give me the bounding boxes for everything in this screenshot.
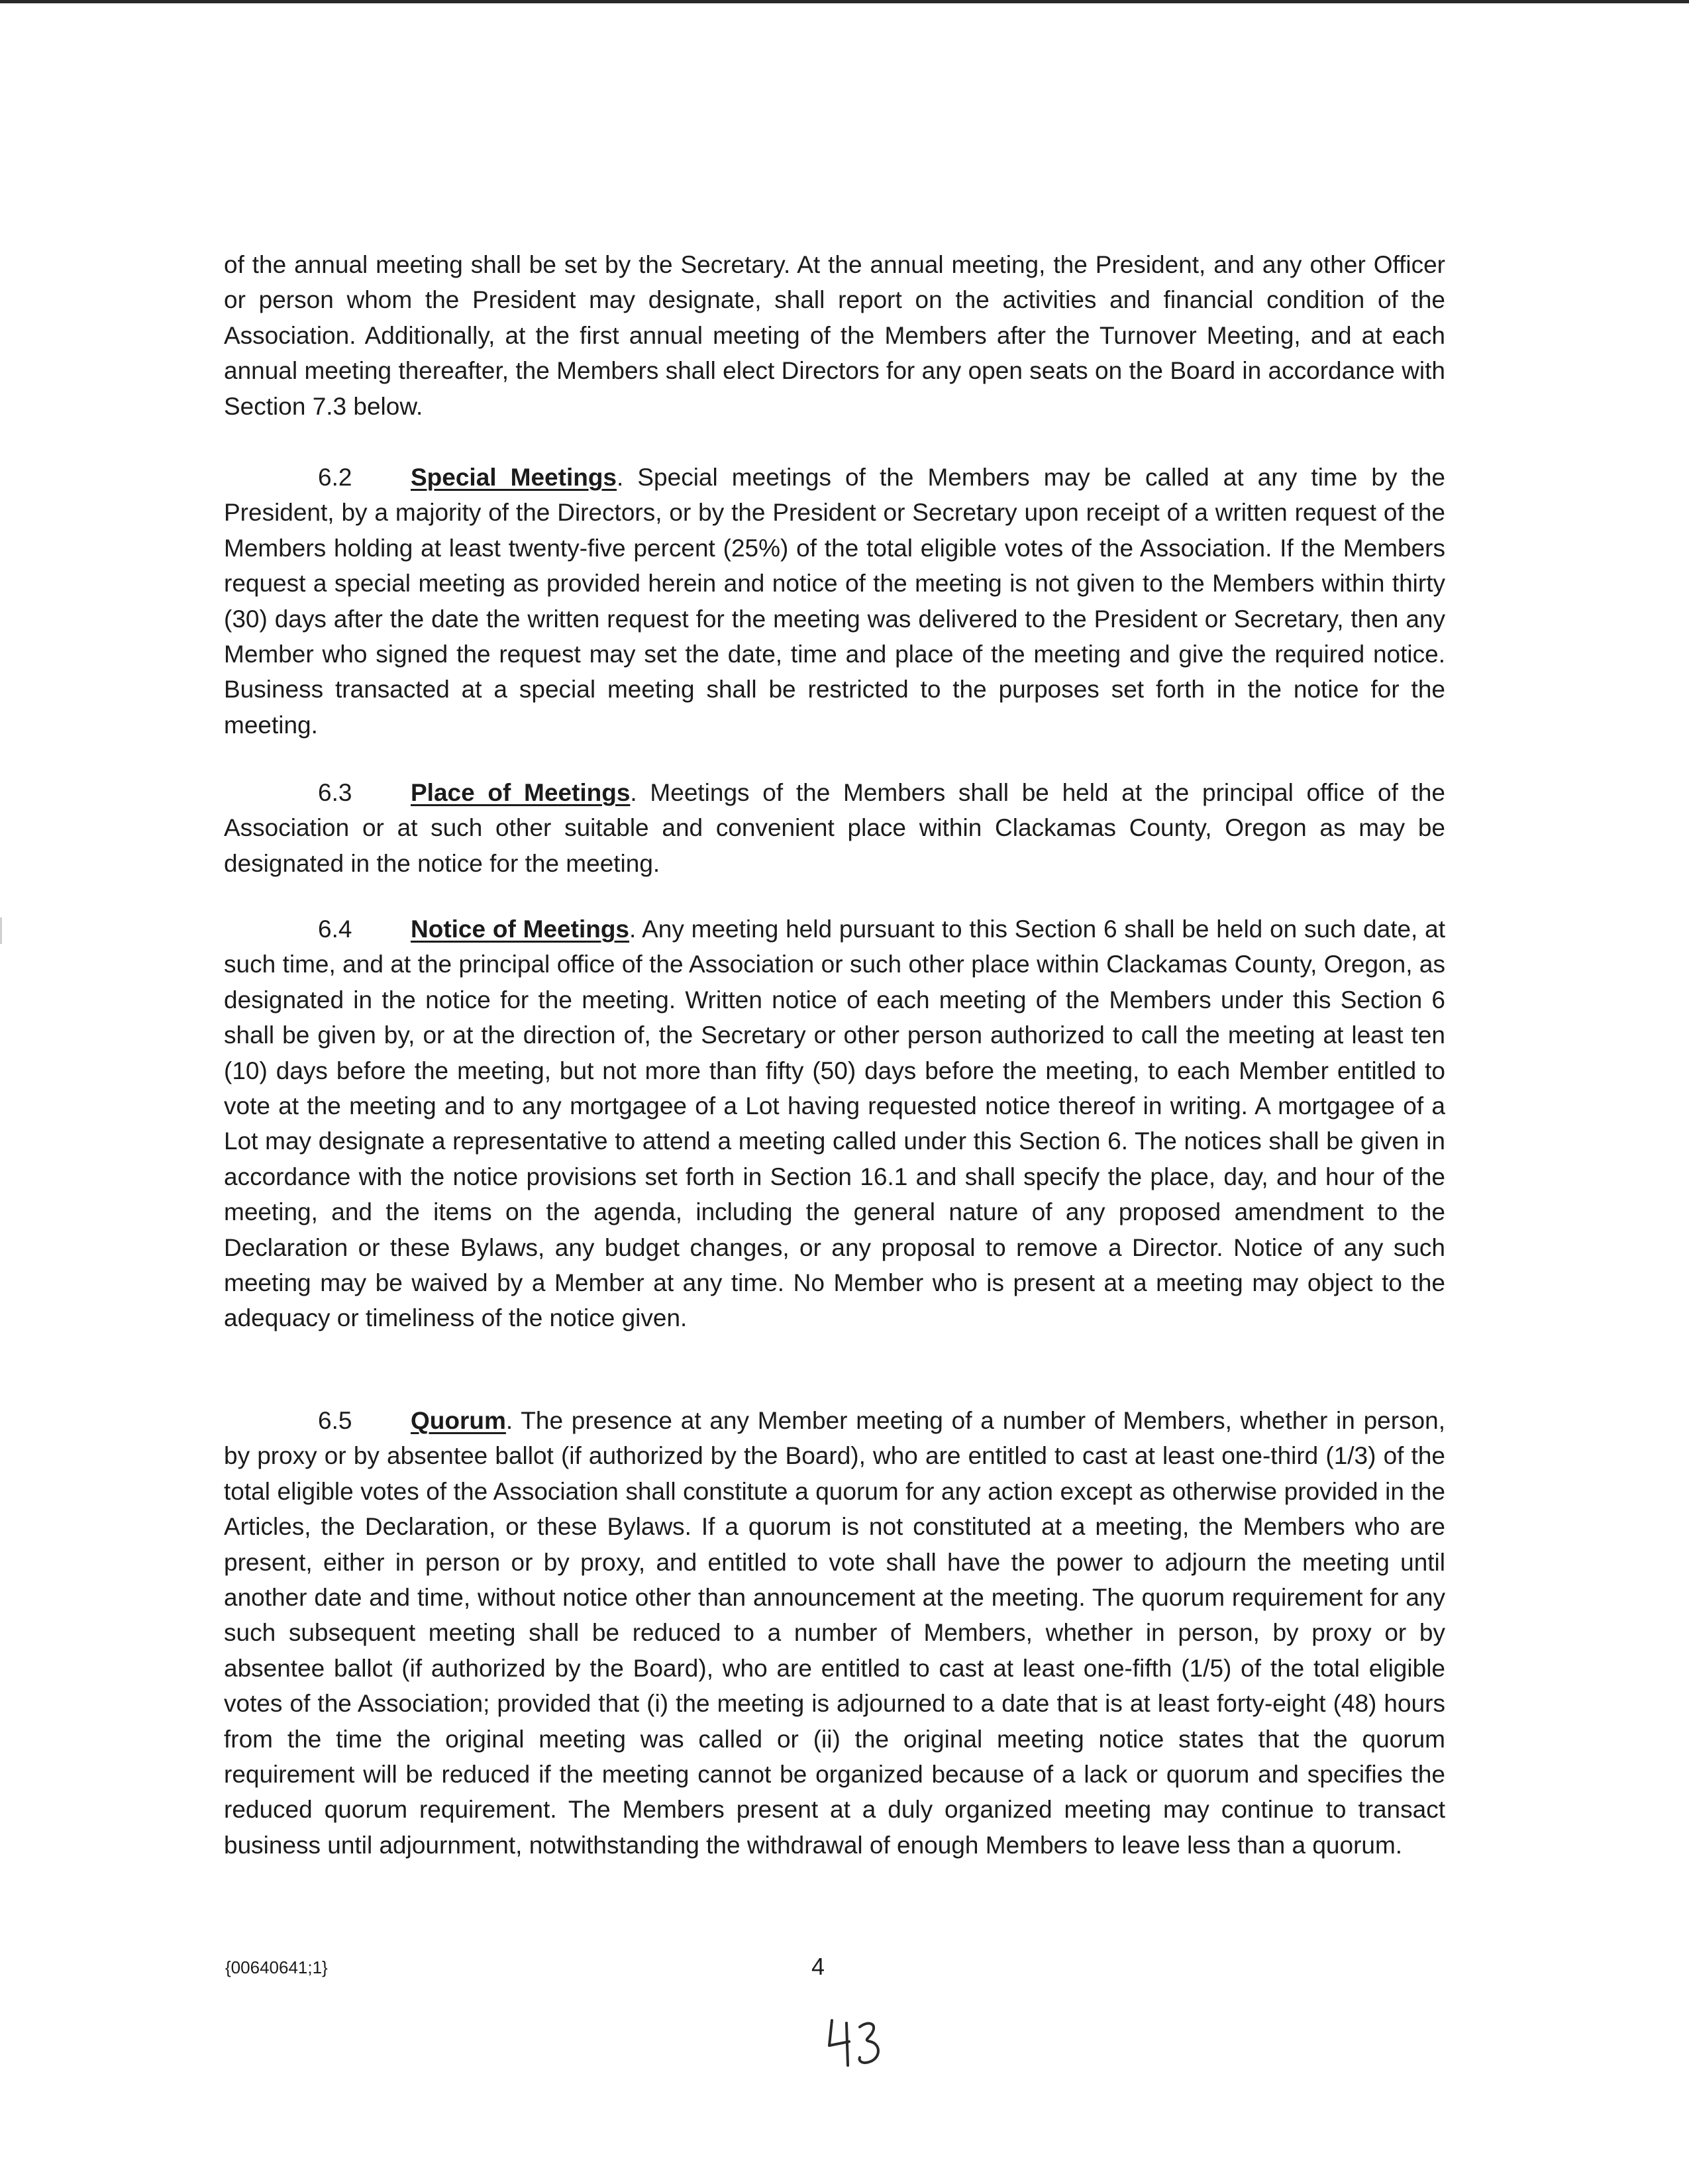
page-number: 4 <box>811 1953 825 1980</box>
section-body: . Any meeting held pursuant to this Section 6 shall be held on such date, at such time, and at the principal office of the Association or such other place within Clackamas County, Oregon, as designated in the notice for the meeting. Written notice of each meeting of the Members under this Section 6 shall be given by, or at the direction of, the Secretary or other person authorized to call the meeting at least ten (10) days before the meeting, but not more than fifty (50) days before the meeting, to each Member entitled to vote at the meeting and to any mortgagee of a Lot having requested notice thereof in writing. A mortgagee of a Lot may designate a representative to attend a meeting called under this Section 6. The notices shall be given in accordance with the notice provisions set forth in Section 16.1 and shall specify the place, day, and hour of the meeting, and the items on the agenda, including the general nature of any proposed amendment to the Declaration or these Bylaws, any budget changes, or any proposal to remove a Director. Notice of any such meeting may be waived by a Member at any time. No Member who is present at a meeting may object to the adequacy or timeliness of the notice given. <box>224 915 1446 1332</box>
section-paragraph <box>224 775 1445 881</box>
section-paragraph <box>224 911 1445 1336</box>
section-number: 6.5 <box>318 1407 352 1434</box>
section-title: Notice of Meetings <box>411 915 630 943</box>
section-6-5 <box>224 1403 1445 1863</box>
section-6-4 <box>224 911 1445 1336</box>
section-paragraph <box>224 1403 1445 1863</box>
page-top-border <box>0 0 1689 3</box>
section-6-2 <box>224 460 1445 743</box>
section-6-3 <box>224 775 1445 881</box>
handwritten-page-number <box>824 2014 890 2073</box>
section-paragraph <box>224 460 1445 743</box>
document-id: {00640641;1} <box>225 1957 328 1977</box>
section-body: . The presence at any Member meeting of a number of Members, whether in person, by proxy or by absentee ballot (if authorized by the Board), who are entitled to cast at least one-third (1/3) of the total eligible votes of the Association shall constitute a quorum for any action except as otherwise provided in the Articles, the Declaration, or these Bylaws. If a quorum is not constituted at a meeting, the Members who are present, either in person or by proxy, and entitled to vote shall have the power to adjourn the meeting until another date and time, without notice other than announcement at the meeting. The quorum requirement for any such subsequent meeting shall be reduced to a number of Members, whether in person, by proxy or by absentee ballot (if authorized by the Board), who are entitled to cast at least one-fifth (1/5) of the total eligible votes of the Association; provided that (i) the meeting is adjourned to a date that is at least forty-eight (48) hours from the time the original meeting was called or (ii) the original meeting notice states that the quorum requirement will be reduced if the meeting cannot be organized because of a lack or quorum and specifies the reduced quorum requirement. The Members present at a duly organized meeting may continue to transact business until adjournment, notwithstanding the withdrawal of enough Members to leave less than a quorum. <box>224 1407 1445 1859</box>
section-title: Place of Meetings <box>411 779 631 806</box>
section-body: . Meetings of the Members shall be held at the principal office of the Association or at such other suitable and convenient place within Clackamas County, Oregon as may be designated in the notice for the meeting. <box>224 779 1446 877</box>
section-body: . Special meetings of the Members may be called at any time by the President, by a majority of the Directors, or by the President or Secretary upon receipt of a written request of the Members holding at least twenty-five percent (25%) of the total eligible votes of the Association. If the Members request a special meeting as provided herein and notice of the meeting is not given to the Members within thirty (30) days after the date the written request for the meeting was delivered to the President or Secretary, then any Member who signed the request may set the date, time and place of the meeting and give the required notice. Business transacted at a special meeting shall be restricted to the purposes set forth in the notice for the meeting. <box>224 464 1445 739</box>
section-title: Quorum <box>411 1407 506 1434</box>
document-body <box>224 247 1445 424</box>
section-number: 6.3 <box>318 779 352 806</box>
section-number: 6.2 <box>318 464 352 491</box>
section-number: 6.4 <box>318 915 352 943</box>
section-title: Special Meetings <box>411 464 617 491</box>
scan-edge-mark <box>0 917 2 944</box>
intro-paragraph: of the annual meeting shall be set by the Secretary. At the annual meeting, the President, and any other Officer or person whom the President may designate, shall report on the activities and financial condition of the Association. Additionally, at the first annual meeting of the Members after the Turnover Meeting, and at each annual meeting thereafter, the Members shall elect Directors for any open seats on the Board in accordance with Section 7.3 below. <box>224 251 1445 420</box>
